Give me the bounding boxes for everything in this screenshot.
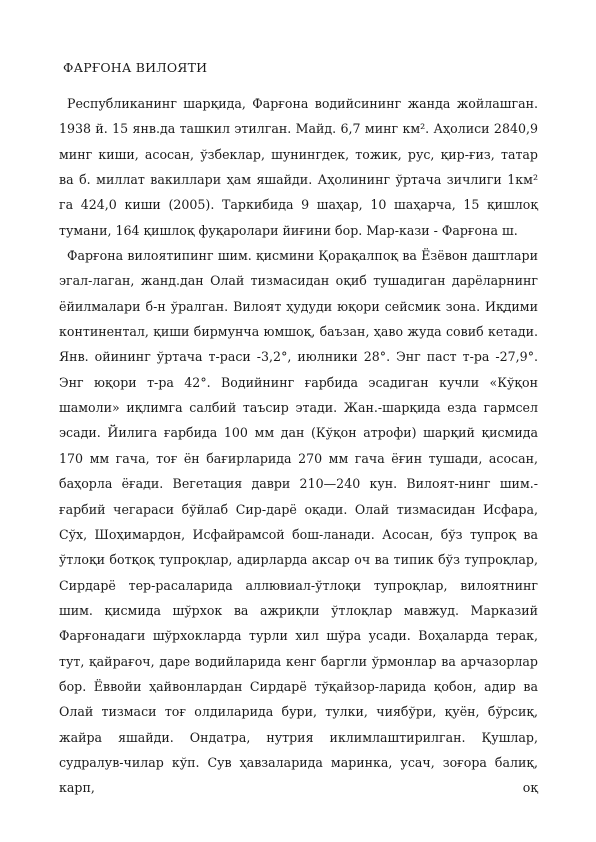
paragraph: Республиканинг шарқида, Фарғона водийсининг жанда жойлашган. 1938 й. 15 янв.да ташкил этилган. Майд. 6,7 минг км². Аҳолиси 2840,9 минг киши, асосан, ўзбеклар, шунингдек, тожик, рус, қир-ғиз, татар ва б. миллат вакиллари ҳам яшайди. Аҳолининг ўртача зичлиги 1км² га 424,0 киши (2005). Таркибида 9 шаҳар, 10 шаҳарча, 15 қишлоқ тумани, 164 қишлоқ фуқаролари йиғини бор. Мар-кази - Фарғона ш. (59, 96, 538, 238)
body-text (59, 91, 538, 801)
page-title: ФАРҒОНА ВИЛОЯТИ (63, 60, 208, 75)
paragraph: Фарғона вилоятипинг шим. қисмини Қорақалпоқ ва Ёзёвон даштлари эгал-лаган, жанд.дан Олай тизмасидан оқиб тушадиган дарёларнинг ёйилмалари б-н ўралган. Вилоят ҳудуди юқори сейсмик зона. Иқдими континентал, қиши бирмунча юмшоқ, баъзан, ҳаво жуда совиб кетади. Янв. ойининг ўртача т-раси -3,2°, июлники 28°. Энг паст т-ра -27,9°. Энг юқори т-ра 42°. Водийнинг ғарбида эсадиган кучли «Кўқон шамоли» иқлимга салбий таъсир этади. Жан.-шарқида езда гармсел эсади. Йилига ғарбида 100 мм дан (Кўқон атрофи) шарқий қисмида 170 мм гача, тоғ ён бағирларида 270 мм гача ёғин тушади, асосан, баҳорла ёғади. Вегетация даври 210—240 кун. Вилоят-нинг шим.-ғарбий чегараси бўйлаб Сир-дарё оқади. Олай тизмасидан Исфара, Сўх, Шоҳимардон, Исфайрамсой бош-ланади. Асосан, бўз тупроқ ва ўтлоқи ботқоқ тупроқлар, адирларда аксар оч ва типик бўз тупроқлар, Сирдарё тер-расаларида аллювиал-ўтлоқи тупроқлар, вилоятнинг шим. қисмида шўрхок ва ажриқли ўтлоқлар мавжуд. Марказий Фарғонадаги шўрхокларда турли хил шўра усади. Воҳаларда терак, тут, қайрағоч, даре водийларида кенг баргли ўрмонлар ва арчазорлар бор. Ёввойи ҳайвонлардан Сирдарё тўқайзор-ларида қобон, адир ва Олай тизмаси тоғ олдиларида бури, тулки, чиябўри, қуён, бўрсиқ, жайра яшайди. Ондатра, нутрия иклимлаштирилган. Қушлар, судралув-чилар кўп. Сув ҳавзаларида маринка, усач, зоғора балиқ, карп, оқ (59, 248, 538, 796)
